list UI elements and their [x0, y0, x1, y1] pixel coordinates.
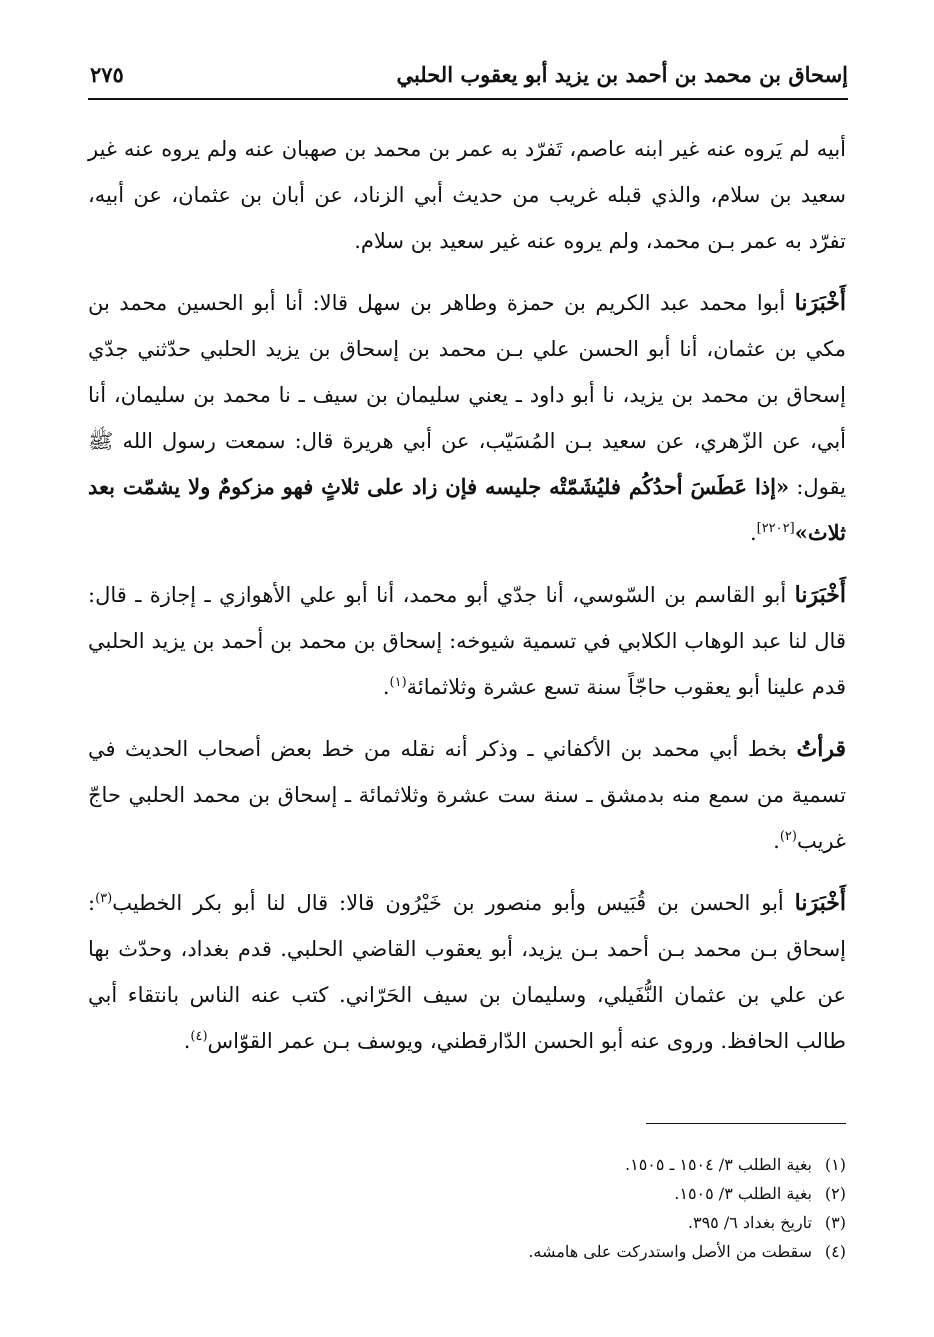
footnote-marker: (١) [389, 675, 407, 690]
running-title: إسحاق بن محمد بن أحمد بن يزيد أبو يعقوب الحلبي [396, 62, 848, 87]
footnote-marker: (٣) [95, 891, 113, 906]
paragraph-text: بخط أبي محمد بن الأكفاني ـ وذكر أنه نقله من خط بعض أصحاب الحديث في تسمية من سمع منه بدمشق ـ سنة ست عشرة وثلاثمائة ـ إسحاق بن محمد الحلبي حاجّ غريب [88, 737, 846, 853]
footnotes-list [88, 1150, 846, 1266]
footnote-item [88, 1179, 846, 1208]
paragraph-text: أبو القاسم بن السّوسي، أنا جدّي أبو محمد، أنا أبو علي الأهوازي ـ إجازة ـ قال: قال لنا عبد الوهاب الكلابي في تسمية شيوخه: إسحاق بن محمد بن أحمد بن يزيد الحلبي قدم علينا أبو يعقوب حاجّاً سنة تسع عشرة وثلاثمائة [88, 583, 846, 699]
paragraph-lead-word: أَخْبَرَنا [794, 582, 846, 608]
paragraph-lead-word: قرأتُ [796, 736, 846, 762]
paragraph-5 [88, 880, 846, 1064]
footnote-divider [646, 1123, 846, 1124]
footnote-item [88, 1150, 846, 1179]
hadith-number: [٢٢٠٢] [756, 521, 795, 536]
hadith-text: «إذا عَطَسَ أحدُكُم فليُشَمّتْه جليسه فإن زاد على ثلاثٍ فهو مزكومٌ ولا يشمّت بعد ثلاث» [88, 474, 846, 545]
footnote-number: (٣) [824, 1213, 846, 1232]
paragraph-lead-word: أَخْبَرَنا [794, 890, 846, 916]
footnote-item [88, 1208, 846, 1237]
footnote-text: تاريخ بغداد ٦/ ٣٩٥. [687, 1213, 812, 1232]
paragraph-1 [88, 126, 846, 264]
footnote-item [88, 1237, 846, 1266]
paragraph-3 [88, 572, 846, 710]
paragraph-2: أَخْبَرَنا أبوا محمد عبد الكريم بن حمزة وطاهر بن سهل قالا: أنا أبو الحسين محمد بن مكي بن عثمان، أنا أبو الحسن علي بـن محمد بن إسحاق بن يزيد الحلبي حدّثني جدّي إسحاق بن محمد بن يزيد، نا أبو داود ـ يعني سليمان بن سيف ـ نا محمد بن سليمان، أنا أبي، عن الزّهري، عن سعيد بـن المُسَيّب، عن أبي هريرة قال: سمعت رسول الله ﷺ يقول: «إذا عَطَسَ أحدُكُم فليُشَمّتْه جليسه فإن زاد على ثلاثٍ فهو مزكومٌ ولا يشمّت بعد ثلاث»[٢٢٠٢]. [88, 290, 846, 545]
paragraph-4 [88, 726, 846, 864]
footnote-number: (٢) [824, 1184, 846, 1203]
paragraph-text: أبيه لم يَروه عنه غير ابنه عاصم، تَفرّد به عمر بن محمد بن صهبان عنه ولم يروه عنه غير سعيد بن سلام، والذي قبله غريب من حديث أبي الزناد، عن أبان بن عثمان، عن أبيه، تفرّد به عمر بـن محمد، ولم يروه عنه غير سعيد بن سلام. [88, 137, 846, 253]
footnote-number: (١) [824, 1155, 846, 1174]
footnote-marker: (٢) [779, 829, 797, 844]
footnote-text: بغية الطلب ٣/ ١٥٠٥. [674, 1184, 812, 1203]
paragraph-text: أبوا محمد عبد الكريم بن حمزة وطاهر بن سهل قالا: أنا أبو الحسين محمد بن مكي بن عثمان، أنا أبو الحسن علي بـن محمد بن إسحاق بن يزيد الحلبي حدّثني جدّي إسحاق بن محمد بن يزيد، نا أبو داود ـ يعني سليمان بن سيف ـ نا محمد بن سليمان، أنا أبي، عن الزّهري، عن سعيد بـن المُسَيّب، عن أبي هريرة قال: سمعت رسول الله ﷺ يقول: [88, 291, 846, 499]
paragraph-text: أبو الحسن بن قُبَيس وأبو منصور بن خَيْرُون قالا: قال لنا أبو بكر الخطيب [112, 891, 795, 915]
footnote-marker: (٤) [190, 1029, 208, 1044]
footnote-text: بغية الطلب ٣/ ١٥٠٤ ـ ١٥٠٥. [625, 1155, 812, 1174]
running-header [88, 58, 848, 100]
paragraph-end: . [183, 1029, 191, 1053]
footnote-number: (٤) [824, 1242, 846, 1261]
paragraph-text: : إسحاق بـن محمد بـن أحمد بـن يزيد، أبو يعقوب القاضي الحلبي. قدم بغداد، وحدّث بها عن علي بن عثمان النُّفَيلي، وسليمان بن سيف الحَرّاني. كتب عنه الناس بانتقاء أبي طالب الحافظ. وروى عنه أبو الحسن الدّارقطني، ويوسف بـن عمر القوّاس [88, 891, 846, 1053]
paragraph-end: . [382, 675, 390, 699]
page-number: ٢٧٥ [90, 62, 124, 87]
paragraph-end: . [773, 829, 780, 853]
main-text [88, 126, 846, 1080]
footnote-text: سقطت من الأصل واستدركت على هامشه. [528, 1242, 812, 1261]
paragraph-lead-word: أَخْبَرَنا [794, 290, 846, 316]
